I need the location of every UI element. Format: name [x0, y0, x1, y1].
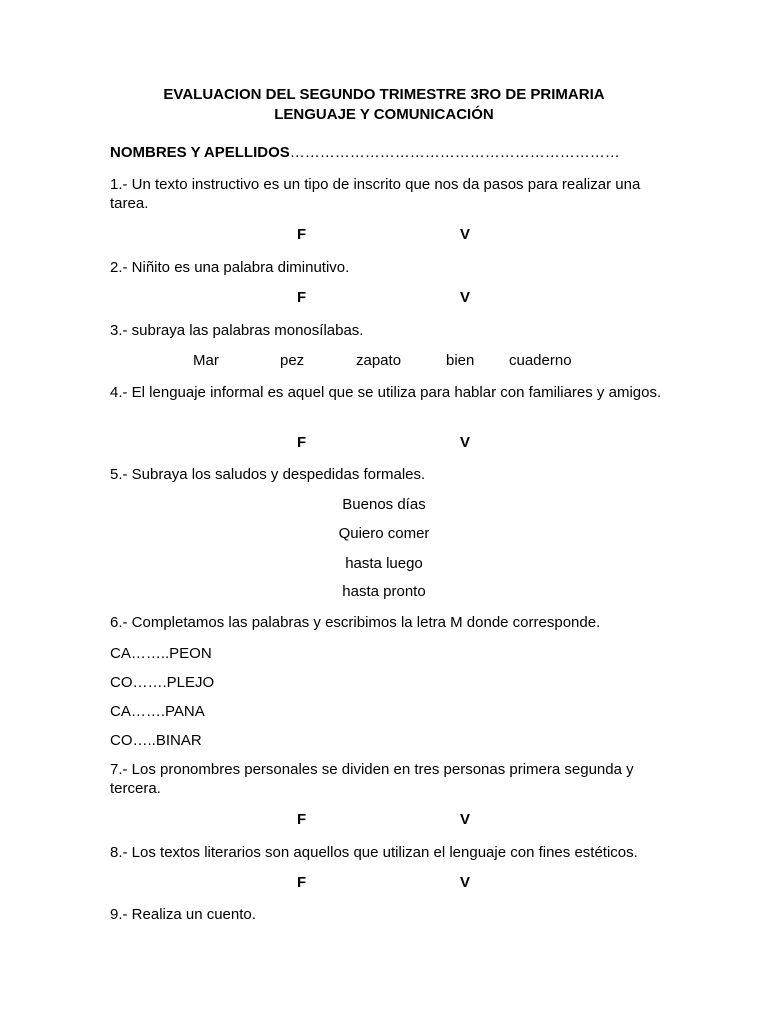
question-6: 6.- Completamos las palabras y escribimos la letra M donde corresponde. — [110, 614, 601, 631]
q3-word: pez — [280, 352, 305, 369]
names-label: NOMBRES Y APELLIDOS — [110, 144, 290, 161]
question-2: 2.- Niñito es una palabra diminutivo. — [110, 259, 350, 276]
q7-false-option: F — [297, 811, 307, 828]
q4-true-option: V — [460, 434, 471, 451]
q7-true-option: V — [460, 811, 471, 828]
question-3: 3.- subraya las palabras monosílabas. — [110, 322, 364, 339]
q5-option: Quiero comer — [338, 525, 430, 542]
q6-item: CA…….PANA — [110, 703, 205, 720]
q8-false-option: F — [297, 874, 307, 891]
question-5: 5.- Subraya los saludos y despedidas formales. — [110, 466, 426, 483]
q3-word: cuaderno — [509, 352, 572, 369]
question-4: 4.- El lenguaje informal es aquel que se utiliza para hablar con familiares y amigos. — [110, 384, 662, 401]
names-line — [110, 143, 670, 162]
question-1: 1.- Un texto instructivo es un tipo de inscrito que nos da pasos para realizar una tarea. — [110, 176, 641, 212]
q1-true-option: V — [460, 226, 471, 243]
names-dots: ………………………………………………………… — [289, 144, 620, 161]
q8-true-option: V — [460, 874, 471, 891]
q2-false-option: F — [297, 289, 307, 306]
q6-item: CO…….PLEJO — [110, 674, 215, 691]
q4-false-option: F — [297, 434, 307, 451]
q3-word: Mar — [193, 352, 219, 369]
q5-option: hasta pronto — [342, 583, 426, 600]
q5-option: Buenos días — [342, 496, 426, 513]
q6-item: CA……..PEON — [110, 645, 212, 662]
q3-word: zapato — [356, 352, 402, 369]
question-9: 9.- Realiza un cuento. — [110, 906, 256, 923]
question-7: 7.- Los pronombres personales se dividen en tres personas primera segunda y tercera. — [110, 761, 634, 797]
title-line-2: LENGUAJE Y COMUNICACIÓN — [274, 106, 494, 123]
q5-option: hasta luego — [345, 555, 423, 572]
q6-item: CO…..BINAR — [110, 732, 202, 749]
q3-word: bien — [446, 352, 475, 369]
q2-true-option: V — [460, 289, 471, 306]
q1-false-option: F — [297, 226, 307, 243]
title-line-1: EVALUACION DEL SEGUNDO TRIMESTRE 3RO DE PRIMARIA — [163, 86, 605, 103]
question-8: 8.- Los textos literarios son aquellos que utilizan el lenguaje con fines estéticos. — [110, 844, 638, 861]
